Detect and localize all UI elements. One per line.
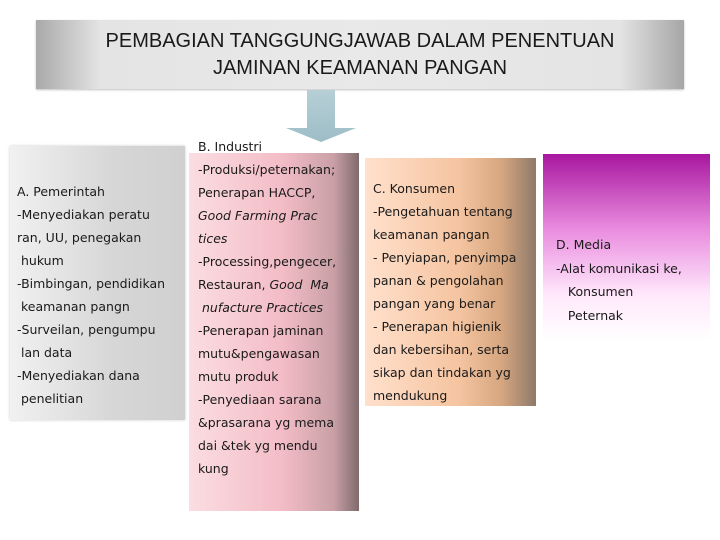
industri-line-part: Restauran, [198, 277, 270, 292]
title-banner [36, 20, 684, 89]
media-line: Peternak [556, 307, 624, 323]
konsumen-text [373, 177, 516, 407]
media-text [556, 233, 682, 327]
title-line-1: PEMBAGIAN TANGGUNGJAWAB DALAM PENENTUAN [105, 29, 615, 52]
pemerintah-text [17, 180, 165, 410]
industri-heading: B. Industri [198, 139, 263, 154]
industri-line: -Produksi/peternakan; [198, 162, 336, 177]
pemerintah-line: -Surveilan, pengumpu [17, 322, 156, 337]
industri-line: Penerapan HACCP, [198, 185, 316, 200]
pemerintah-line: keamanan pangn [17, 299, 130, 314]
industri-line: -Penerapan jaminan [198, 323, 324, 338]
konsumen-line: keamanan pangan [373, 227, 490, 242]
industri-line-mixed [198, 273, 336, 296]
pemerintah-line: lan data [17, 345, 73, 360]
konsumen-line: dan kebersihan, serta [373, 342, 510, 357]
industri-line: &prasarana yg mema [198, 415, 335, 430]
industri-text [198, 135, 336, 480]
industri-line: kung [198, 461, 229, 476]
konsumen-line: pangan yang benar [373, 296, 496, 311]
konsumen-line: - Penerapan higienik [373, 319, 502, 334]
konsumen-line: sikap dan tindakan yg [373, 365, 511, 380]
industri-line: mutu&pengawasan [198, 346, 320, 361]
konsumen-heading: C. Konsumen [373, 181, 456, 196]
industri-line: dai &tek yg mendu [198, 438, 318, 453]
pemerintah-line: penelitian [17, 391, 84, 406]
pemerintah-heading: A. Pemerintah [17, 184, 105, 199]
media-line: Konsumen [556, 284, 634, 299]
industri-line: Good Farming Prac [198, 208, 318, 223]
pemerintah-line: -Menyediakan dana [17, 368, 140, 383]
konsumen-line: panan & pengolahan [373, 273, 504, 288]
industri-line-part: Good Ma [269, 277, 329, 292]
media-heading: D. Media [556, 237, 612, 252]
konsumen-line: - Penyiapan, penyimpa [373, 250, 517, 265]
pemerintah-line: ran, UU, penegakan [17, 230, 142, 245]
konsumen-line: -Pengetahuan tentang [373, 204, 513, 219]
pemerintah-line: -Bimbingan, pendidikan [17, 276, 166, 291]
media-line: -Alat komunikasi ke, [556, 260, 682, 276]
industri-line: nufacture Practices [198, 300, 324, 315]
pemerintah-line: -Menyediakan peratu [17, 207, 150, 222]
industri-line: -Processing,pengecer, [198, 254, 337, 269]
industri-line: tices [198, 231, 228, 246]
industri-line: -Penyediaan sarana [198, 392, 322, 407]
konsumen-line: mendukung [373, 388, 448, 403]
title-line-2: JAMINAN KEAMANAN PANGAN [212, 56, 508, 79]
industri-line: mutu produk [198, 369, 279, 384]
pemerintah-line: hukum [17, 253, 64, 268]
